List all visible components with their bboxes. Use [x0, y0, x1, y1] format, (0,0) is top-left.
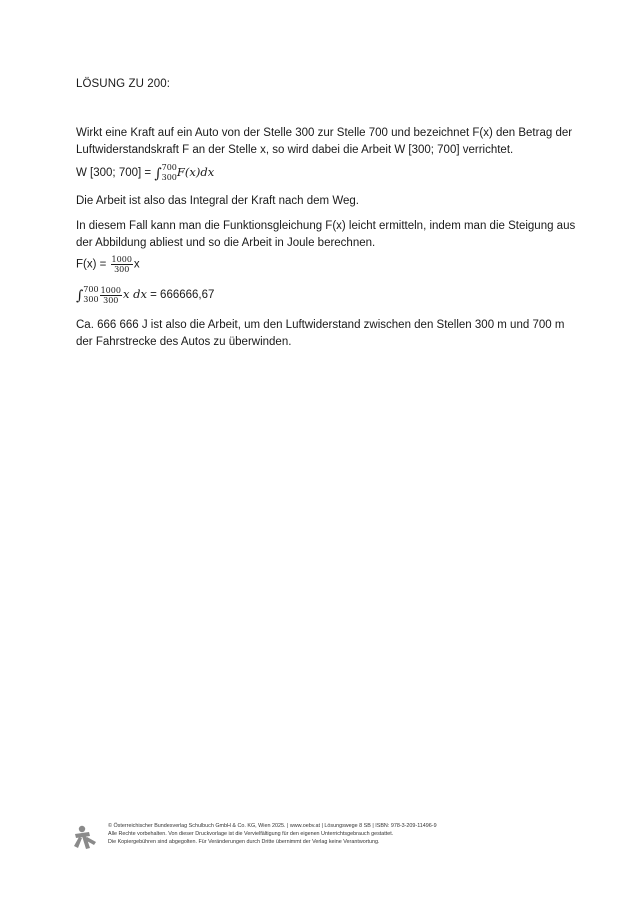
integral-limits: [162, 163, 177, 183]
paragraph-work-integral: Die Arbeit ist also das Integral der Kraft nach dem Weg.: [76, 195, 359, 207]
lower-limit: 300: [161, 173, 177, 182]
lower-limit: 300: [83, 295, 99, 304]
integral-limits: [83, 285, 98, 305]
paragraph-function: In diesem Fall kann man die Funktionsgleichung F(x) leicht ermitteln, indem man die Steigung aus der Abbildung abliest und so die Arbeit in Joule berechnen.: [76, 220, 576, 249]
equation-lhs: F(x) =: [76, 258, 110, 271]
upper-limit: 700: [161, 163, 177, 172]
paragraph-conclusion: Ca. 666 666 J ist also die Arbeit, um den Luftwiderstand zwischen den Stellen 300 m und 700 m der Fahrstrecke des Autos zu überwinden.: [76, 319, 565, 348]
fraction-numerator: 1000: [100, 285, 121, 295]
copyright-footer: [72, 822, 592, 852]
publisher-logo-icon: [72, 824, 98, 850]
variable: x: [133, 258, 140, 271]
integrand: x dx: [122, 287, 147, 302]
result-integral-equation: [76, 285, 214, 305]
footer-line-fees: Die Kopiergebühren sind abgegolten. Für Veränderungen durch Dritte übernimmt der Verlag keine Verantwortung.: [108, 839, 380, 845]
integrand: F(x)dx: [176, 165, 215, 180]
equation-lhs: W [300; 700] =: [76, 167, 155, 180]
upper-limit: 700: [83, 285, 99, 294]
work-integral-equation: [76, 163, 214, 183]
slope-fraction: [111, 255, 133, 274]
integral-sign: ∫: [76, 288, 84, 305]
result-value: = 666666,67: [146, 289, 215, 302]
paragraph-intro: Wirkt eine Kraft auf ein Auto von der Stelle 300 zur Stelle 700 und bezeichnet F(x) den Betrag der Luftwiderstandskraft F an der Stelle x, so wird dabei die Arbeit W [300; 700] verrichtet.: [76, 127, 573, 156]
footer-text: [108, 822, 437, 846]
fraction-numerator: 1000: [111, 255, 132, 264]
fraction-denominator: 300: [103, 295, 119, 305]
footer-line-rights: Alle Rechte vorbehalten. Von dieser Druckvorlage ist die Vervielfältigung für den eigenen Unterrichtsgebrauch gestattet.: [108, 831, 394, 837]
solution-heading: LÖSUNG ZU 200:: [76, 78, 171, 90]
footer-line-copyright: © Österreichischer Bundesverlag Schulbuch GmbH & Co. KG, Wien 2025. | www.oebv.at | Lösungswege 8 SB | ISBN: 978-3-209-11496-9: [108, 823, 437, 829]
integral-sign: ∫: [154, 166, 162, 183]
slope-fraction: [100, 286, 122, 305]
fraction-denominator: 300: [114, 265, 130, 274]
force-function-equation: [76, 255, 140, 274]
